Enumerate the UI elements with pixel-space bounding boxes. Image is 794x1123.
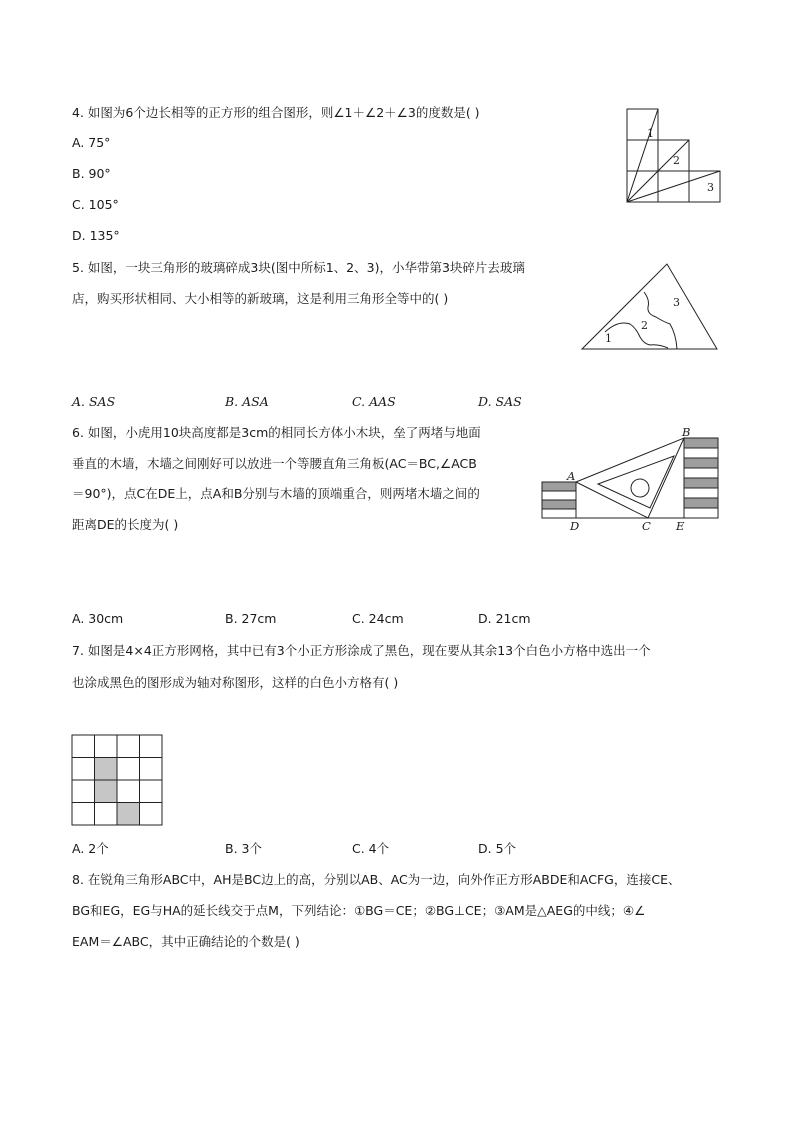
q6-label-e: E (676, 519, 685, 533)
q5-stem-line2: 店，购买形状相同、大小相等的新玻璃，这是利用三角形全等中的( ) (72, 291, 449, 306)
q6-option-b: B. 27cm (225, 611, 277, 626)
q7-option-a: A. 2个 (72, 841, 109, 856)
q7-stem-line2: 也涂成黑色的图形成为轴对称图形，这样的白色小方格有( ) (72, 675, 399, 690)
q6-option-a: A. 30cm (72, 611, 124, 626)
q6-stem-line2: 垂直的木墙，木墙之间刚好可以放进一个等腰直角三角板(AC＝BC,∠ACB (72, 456, 477, 471)
q7-option-c: C. 4个 (352, 841, 390, 856)
q5-option-d: D. SAS (478, 394, 522, 409)
q7-stem-line1: 7. 如图是4×4正方形网格，其中已有3个小正方形涂成了黑色，现在要从其余13个白色小方格中选出一个 (72, 643, 651, 658)
q4-angle-label-3: 3 (707, 181, 714, 194)
q5-piece-label-2: 2 (641, 319, 648, 332)
q5-option-c: C. AAS (352, 394, 396, 409)
q6-label-c: C (642, 519, 651, 533)
q5-option-b: B. ASA (225, 394, 269, 409)
q5-piece-label-1: 1 (605, 332, 612, 345)
q6-option-d: D. 21cm (478, 611, 531, 626)
q8-stem-line2: BG和EG，EG与HA的延长线交于点M，下列结论：①BG＝CE；②BG⊥CE；③AM是△AEG的中线；④∠ (72, 903, 646, 918)
q4-option-a: A. 75° (72, 135, 111, 150)
q7-option-d: D. 5个 (478, 841, 517, 856)
q5-option-a: A. SAS (72, 394, 116, 409)
q6-label-b: B (682, 425, 691, 439)
q5-piece-label-3: 3 (673, 296, 680, 309)
q4-stem: 4. 如图为6个边长相等的正方形的组合图形，则∠1＋∠2＋∠3的度数是( ) (72, 105, 480, 120)
q7-shaded-cell (117, 803, 140, 826)
q4-option-b: B. 90° (72, 166, 111, 181)
q6-stem-line1: 6. 如图，小虎用10块高度都是3cm的相同长方体小木块，垒了两堵与地面 (72, 425, 481, 440)
q4-option-c: C. 105° (72, 197, 119, 212)
q7-option-b: B. 3个 (225, 841, 262, 856)
q5-stem-line1: 5. 如图，一块三角形的玻璃碎成3块(图中所标1、2、3)，小华带第3块碎片去玻璃 (72, 260, 525, 275)
q8-stem-line1: 8. 在锐角三角形ABC中，AH是BC边上的高，分别以AB、AC为一边，向外作正方形ABDE和ACFG，连接CE、 (72, 872, 681, 887)
q6-label-d: D (570, 519, 580, 533)
q4-option-d: D. 135° (72, 228, 120, 243)
q5-broken-glass-figure (578, 262, 722, 352)
q6-option-c: C. 24cm (352, 611, 404, 626)
q6-label-a: A (567, 469, 576, 483)
q4-angle-label-1: 1 (647, 127, 654, 140)
q7-grid-figure (70, 733, 164, 827)
q7-shaded-cell (95, 780, 118, 803)
q8-stem-line3: EAM＝∠ABC，其中正确结论的个数是( ) (72, 934, 300, 949)
q7-shaded-cell (95, 758, 118, 781)
q6-wooden-wall-figure (536, 424, 722, 534)
q4-squares-figure (622, 106, 724, 204)
q4-angle-label-2: 2 (673, 154, 680, 167)
q6-stem-line4: 距离DE的长度为( ) (72, 517, 179, 532)
q6-stem-line3: ＝90°)，点C在DE上，点A和B分别与木墙的顶端重合，则两堵木墙之间的 (72, 486, 480, 501)
